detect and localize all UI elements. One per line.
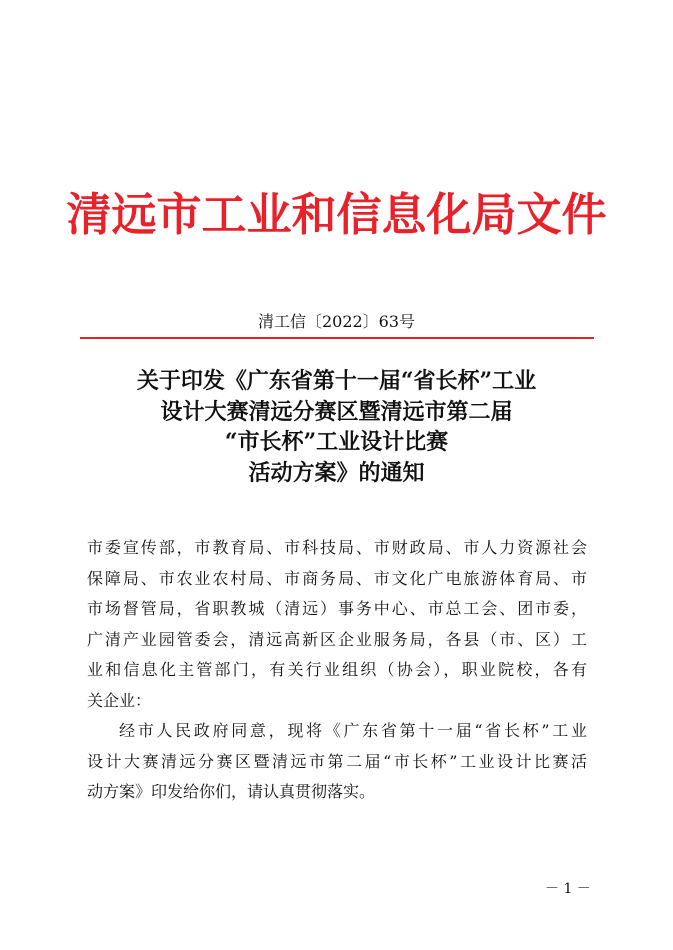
- recipients-line: 关企业：: [87, 690, 152, 710]
- notice-title-line: 关于印发《广东省第十一届“省长杯”工业: [136, 368, 537, 394]
- notice-title-line: “市长杯”工业设计比赛: [224, 429, 449, 455]
- notice-title-line: 设计大赛清远分赛区暨清远市第二届: [160, 398, 513, 425]
- recipients-line: 市场督管局，省职教城（清远）事务中心、市总工会、团市委，: [87, 599, 587, 618]
- recipients-line: 市委宣传部，市教育局、市科技局、市财政局、市人力资源社会: [87, 538, 587, 557]
- notice-title: [0, 366, 673, 488]
- recipients-line: 保障局、市农业农村局、市商务局、市文化广电旅游体育局、市: [87, 568, 587, 588]
- agency-header-title: 清远市工业和信息化局文件: [66, 188, 607, 241]
- page-number: － 1 －: [545, 881, 591, 897]
- body-paragraph-line: 动方案》印发给你们，请认真贯彻落实。: [87, 782, 376, 801]
- recipients-line: 广清产业园管委会，清远高新区企业服务局，各县（市、区）工: [87, 629, 587, 649]
- body-paragraph-line: 设计大赛清远分赛区暨清远市第二届“市长杯”工业设计比赛活: [87, 751, 587, 771]
- red-divider-rule: [80, 337, 594, 339]
- body-paragraph-line: 经市人民政府同意，现将《广东省第十一届“省长杯”工业: [119, 721, 587, 740]
- recipients-line: 业和信息化主管部门，有关行业组织（协会），职业院校，各有: [87, 660, 587, 679]
- notice-title-line: 活动方案》的通知: [248, 459, 425, 486]
- document-number: 清工信〔2022〕63号: [257, 312, 416, 331]
- notice-body: [87, 533, 587, 808]
